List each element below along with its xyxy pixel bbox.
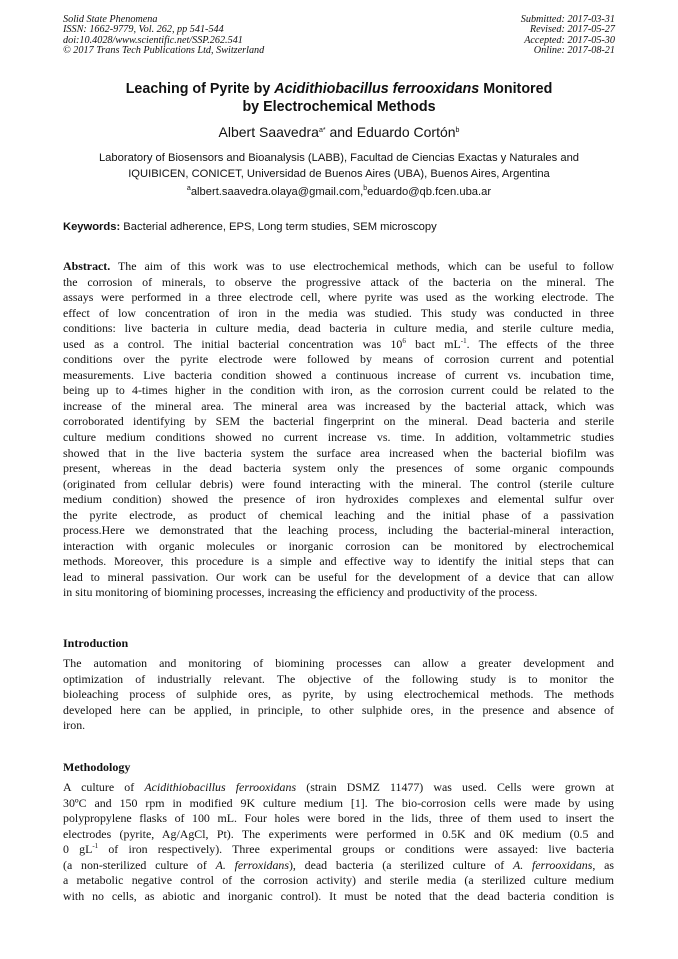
abstract-line: methods. Moreover, this procedure is a simple and effective way to identify the initial steps that can [63, 554, 614, 569]
abstract-line: present, whereas in the dead bacteria system only the presences of some organic compounds [63, 461, 614, 476]
affiliation [40, 151, 638, 182]
abstract-line: conditions: live bacteria in culture media, dead bacteria in culture media, and sterile culture media, [63, 321, 614, 336]
abstract-line: being up to 4-times higher in the condition with iron, as the corrosion current could be related to the [63, 383, 614, 398]
species-name: A. ferroxidans [215, 857, 289, 872]
issn-line: ISSN: 1662-9779, Vol. 262, pp 541-544 [63, 24, 224, 36]
methodology-line: with no cells, as abiotic and inorganic control). It must be noted that the dead bacteria condition is [63, 888, 614, 903]
accepted-date: Accepted: 2017-05-30 [524, 34, 615, 46]
introduction-line: developed here can be applied, in principle, to other sulphide ores, in the presence and absence of [63, 702, 614, 717]
methodology-text: (a non-sterilized culture of [63, 857, 216, 872]
affiliation-line1: Laboratory of Biosensors and Bioanalysis (LABB), Facultad de Ciencias Exactas y Naturales and [98, 152, 580, 164]
title-species: Acidithiobacillus ferrooxidans [274, 81, 480, 97]
abstract-line: interaction with organic molecules or inorganic corrosion can be monitored by electrochemical [63, 538, 614, 553]
abstract-line [63, 337, 614, 353]
author-list [40, 123, 638, 141]
copyright-line: © 2017 Trans Tech Publications Ltd, Switzerland [63, 45, 265, 57]
methodology-line: polypropylene flasks of 100 mL. Four holes were bored in the lids, three of them used to insert the [63, 811, 614, 826]
introduction-line: The automation and monitoring of biomining processes can allow a greater development and [63, 656, 614, 670]
abstract-line: measurements. Live bacteria condition showed a continuous increase of current vs. incubation time, [63, 367, 614, 382]
abstract-line: lead to mineral passivation. Our work can be useful for the development of a device that can allow [63, 569, 614, 584]
author-1-affil-mark: a* [318, 127, 326, 134]
email-a-mark: a [186, 185, 191, 192]
title-line2: by Electrochemical Methods [242, 99, 436, 115]
methodology-text: , as [592, 857, 614, 872]
abstract-text: . The effects of the three [466, 336, 615, 351]
submitted-date: Submitted: 2017-03-31 [520, 14, 615, 25]
keywords-text: Bacterial adherence, EPS, Long term studies, SEM microscopy [120, 221, 437, 233]
author-1: Albert Saavedra [218, 124, 319, 140]
exponent: -1 [92, 842, 99, 851]
email-a[interactable]: albert.saavedra.olaya@gmail.com, [190, 186, 364, 198]
journal-header [63, 15, 264, 57]
methodology-line: a metabolic negative control of the corrosion activity) and sterile media (a sterilized culture medium [63, 873, 614, 888]
author-2: Eduardo Cortón [356, 124, 456, 140]
paper-title [40, 80, 638, 116]
methodology-text: A culture of [63, 780, 145, 794]
introduction-heading: Introduction [63, 636, 129, 650]
author-2-affil-mark: b [455, 127, 460, 134]
introduction-line: iron. [63, 718, 86, 733]
exponent: 6 [402, 336, 406, 345]
abstract-line: culture medium conditions showed no current increase vs. time. In addition, voltammetric studies [63, 430, 614, 445]
abstract-line: effect of low concentration of iron in the media was studied. This study was conducted in three [63, 305, 614, 320]
abstract-line: assays were performed in a three electrode cell, where pyrite was used as the working electrode. The [63, 290, 614, 305]
abstract [63, 259, 614, 601]
abstract-line: process.Here we demonstrated that the leaching process, including the bacterial-mineral interaction, [63, 523, 614, 538]
abstract-line: conditions over the pyrite electrode were followed by means of corrosion current and potential [63, 352, 614, 367]
affiliation-line2: IQUIBICEN, CONICET, Universidad de Buenos Aires (UBA), Buenos Aires, Argentina [128, 167, 550, 180]
methodology-line: 30ºC and 150 rpm in modified 9K culture medium [1]. The bio-corrosion cells were made by using [63, 795, 614, 810]
revised-date: Revised: 2017-05-27 [529, 24, 615, 36]
abstract-line: medium condition) showed the presence of iron hydroxides complexes and elemental sulfur over [63, 492, 614, 507]
author-emails [40, 185, 638, 200]
introduction-line: bioleaching process of sulphide ores, as pyrite, by using electrochemical methods. The methods [63, 687, 614, 702]
abstract-text: bact mL [405, 336, 461, 351]
methodology-heading: Methodology [63, 760, 131, 774]
abstract-line: corroborated identifying by SEM the bacterial fingerprint on the mineral. Dead bacteria and sterile [63, 414, 614, 429]
methodology-line [63, 842, 614, 858]
abstract-label: Abstract. [63, 259, 111, 273]
journal-name: Solid State Phenomena [63, 14, 158, 25]
abstract-line: The aim of this work was to use electrochemical methods, which can be useful to follow [110, 259, 614, 273]
introduction-line: optimization of industrially relevant. The objective of the following study is to monitor the [63, 671, 614, 686]
email-b[interactable]: eduardo@qb.fcen.uba.ar [367, 186, 492, 198]
author-separator: and [325, 124, 357, 140]
methodology-line [63, 858, 614, 874]
methodology-body [63, 780, 614, 904]
exponent: -1 [460, 336, 467, 345]
title-part2: Monitored [479, 81, 553, 97]
methodology-line [63, 780, 614, 796]
methodology-text: ), dead bacteria (a sterilized culture of [288, 857, 514, 872]
abstract-line: the corrosion of minerals, to observe the progressive attack of the bacteria on the mineral. The [63, 274, 614, 289]
abstract-line: the pyrite electrode, as product of chemical leaching and the initial phase of a passivation [63, 507, 614, 522]
introduction-body [63, 656, 614, 734]
species-name: Acidithiobacillus ferrooxidans [144, 780, 297, 794]
doi-line: doi:10.4028/www.scientific.net/SSP.262.541 [63, 34, 243, 46]
title-part1: Leaching of Pyrite by [125, 81, 275, 97]
methodology-text: 0 gL [63, 842, 93, 857]
dates-header [521, 15, 615, 57]
keywords-label: Keywords: [63, 221, 121, 233]
abstract-line: (originated from cellular debris) were found interacting with the mineral. The control (sterile culture [63, 476, 614, 491]
abstract-line: in situ monitoring of biomining processes, increasing the efficiency and productivity of the process. [63, 585, 538, 600]
species-name: A. ferrooxidans [513, 857, 593, 872]
methodology-text: (strain DSMZ 11477) was used. Cells were grown at [296, 780, 614, 794]
abstract-line: showed that in the live bacteria system the surface area increased when the bacterial biofilm was [63, 445, 614, 460]
abstract-text: used as a control. The initial bacterial concentration was 10 [63, 336, 403, 351]
methodology-text: of iron respectively). Three experimental groups or conditions were assayed: live bacteria [98, 842, 614, 857]
methodology-line: electrodes (pyrite, Ag/AgCl, Pt). The experiments were performed in 0.5K and 0K medium (0.5 and [63, 826, 614, 841]
keywords [63, 220, 623, 235]
email-b-mark: b [363, 185, 368, 192]
abstract-line: increase of the mineral area. The mineral area was increased by the bacterial attack, which was [63, 398, 614, 413]
online-date: Online: 2017-08-21 [533, 45, 615, 57]
